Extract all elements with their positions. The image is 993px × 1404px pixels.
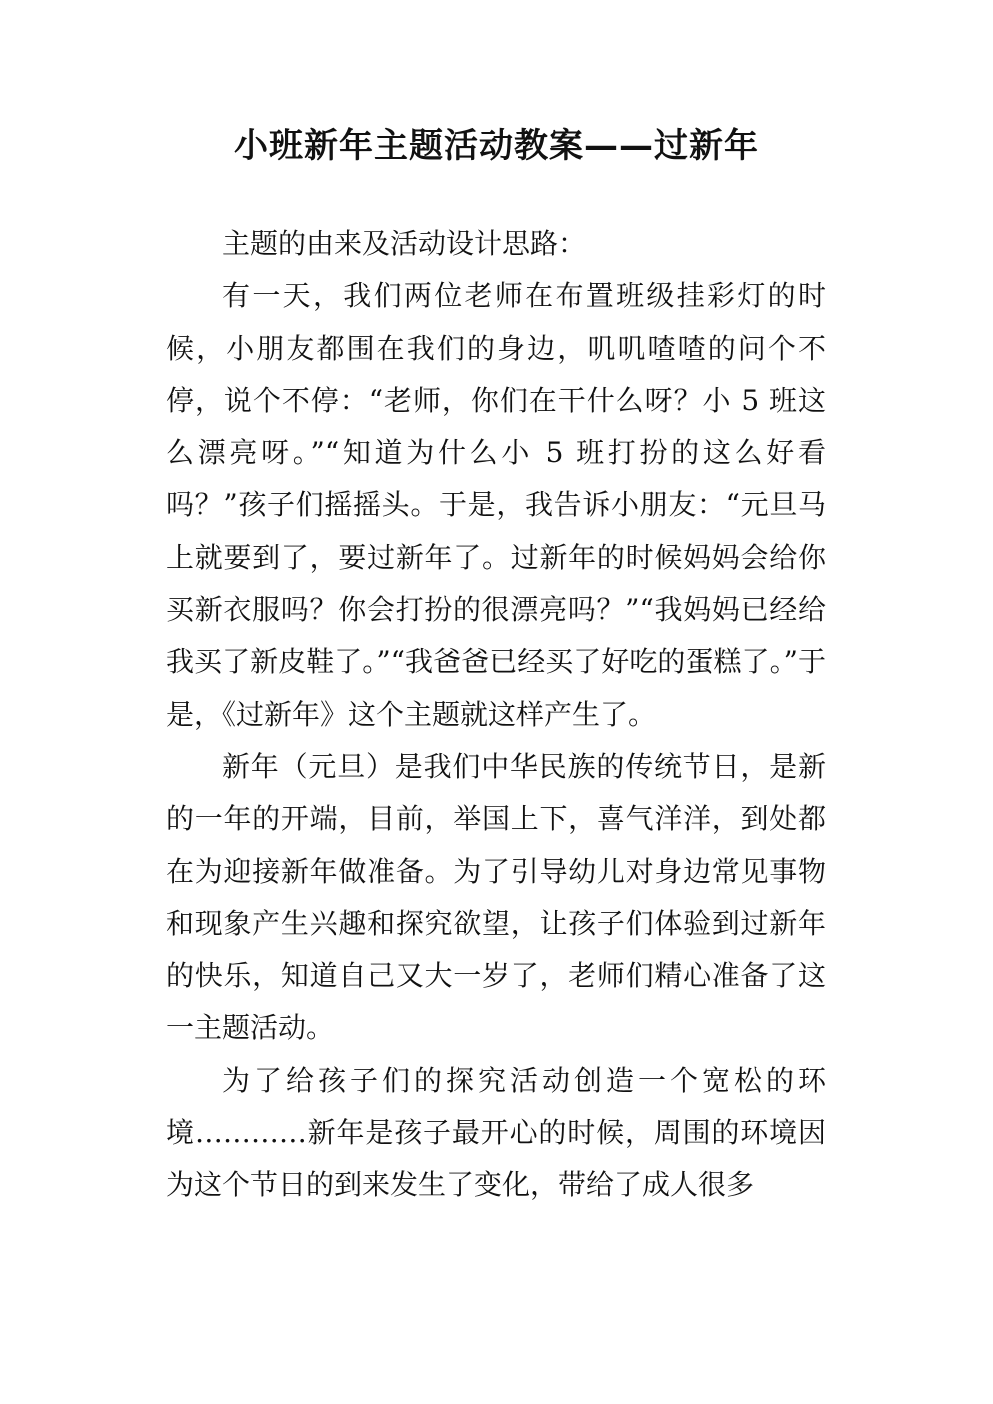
- paragraph-environment: 为了给孩子们的探究活动创造一个宽松的环境…………新年是孩子最开心的时候，周围的环境因为这个节日的到来发生了变化，带给了成人很多: [166, 1063, 826, 1202]
- paragraph-new-year-background: 新年（元旦）是我们中华民族的传统节日，是新的一年的开端，目前，举国上下，喜气洋洋，到处都在为迎接新年做准备。为了引导幼儿对身边常见事物和现象产生兴趣和探究欲望，让孩子们体验到过新年的快乐，知道自己又大一岁了，老师们精心准备了这一主题活动。: [166, 749, 826, 1045]
- document-title: 小班新年主题活动教案——过新年: [234, 126, 759, 166]
- document-body: [166, 218, 826, 1212]
- paragraph-story: 有一天，我们两位老师在布置班级挂彩灯的时候，小朋友都围在我们的身边，叽叽喳喳的问个不停，说个不停：“老师，你们在干什么呀？小 5 班这么漂亮呀。”“知道为什么小 5 班打扮的这么好看吗？”孩子们摇摇头。于是，我告诉小朋友：“元旦马上就要到了，要过新年了。过新年的时候妈妈会给你买新衣服吗？你会打扮的很漂亮吗？”“我妈妈已经给我买了新皮鞋了。”“我爸爸已经买了好吃的蛋糕了。”于是，《过新年》这个主题就这样产生了。: [166, 279, 826, 731]
- paragraph-theme-origin-heading: 主题的由来及活动设计思路：: [222, 227, 587, 260]
